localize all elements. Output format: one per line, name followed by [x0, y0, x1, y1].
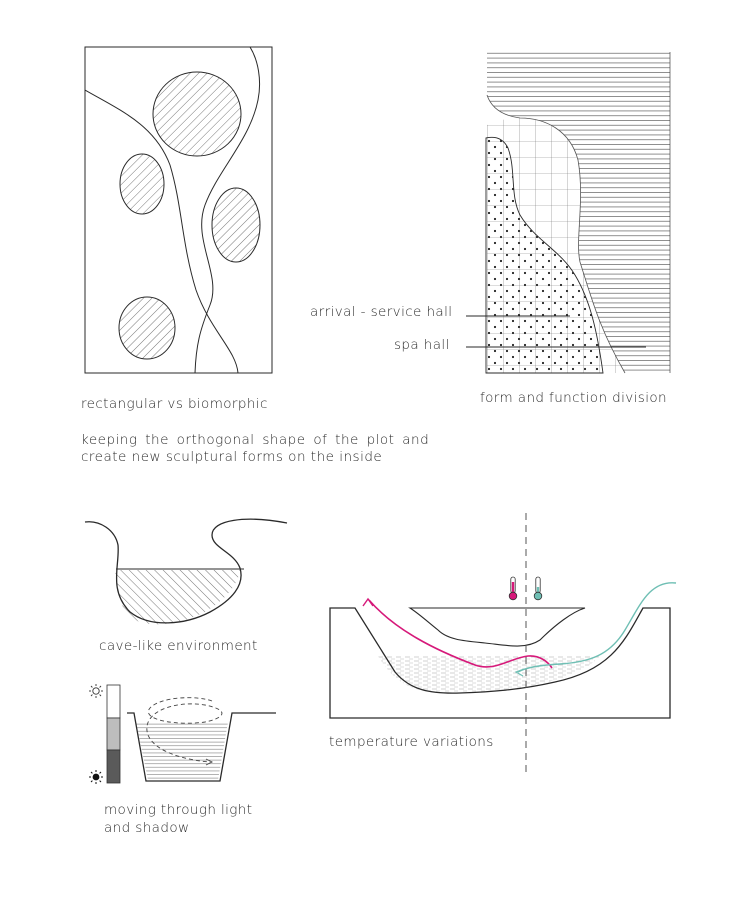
thermometer-cold-icon — [534, 577, 542, 600]
label-light-shadow-2: and shadow — [104, 820, 190, 836]
concept-line-2: create new sculptural forms on the inside — [81, 449, 383, 465]
thermometer-hot-icon — [509, 577, 517, 600]
dark-sun-icon — [89, 770, 103, 784]
label-form-function: form and function division — [480, 390, 667, 406]
concept-statement — [81, 432, 429, 466]
cave-diagram — [85, 519, 287, 624]
light-gauge — [107, 685, 120, 783]
concept-line-1: keeping the orthogonal shape of the plot and — [81, 432, 430, 448]
label-light-shadow-1: moving through light — [104, 802, 253, 818]
label-temperature: temperature variations — [329, 734, 494, 750]
form-function-diagram — [466, 52, 670, 373]
label-cave: cave-like environment — [99, 638, 258, 654]
sun-icon — [89, 684, 103, 698]
label-arrival-service: arrival - service hall — [310, 304, 453, 320]
rect-vs-biomorphic-diagram — [85, 47, 272, 373]
light-shadow-diagram — [89, 684, 276, 784]
label-spa-hall: spa hall — [394, 337, 450, 353]
label-rect-vs-biomorphic: rectangular vs biomorphic — [81, 396, 268, 412]
